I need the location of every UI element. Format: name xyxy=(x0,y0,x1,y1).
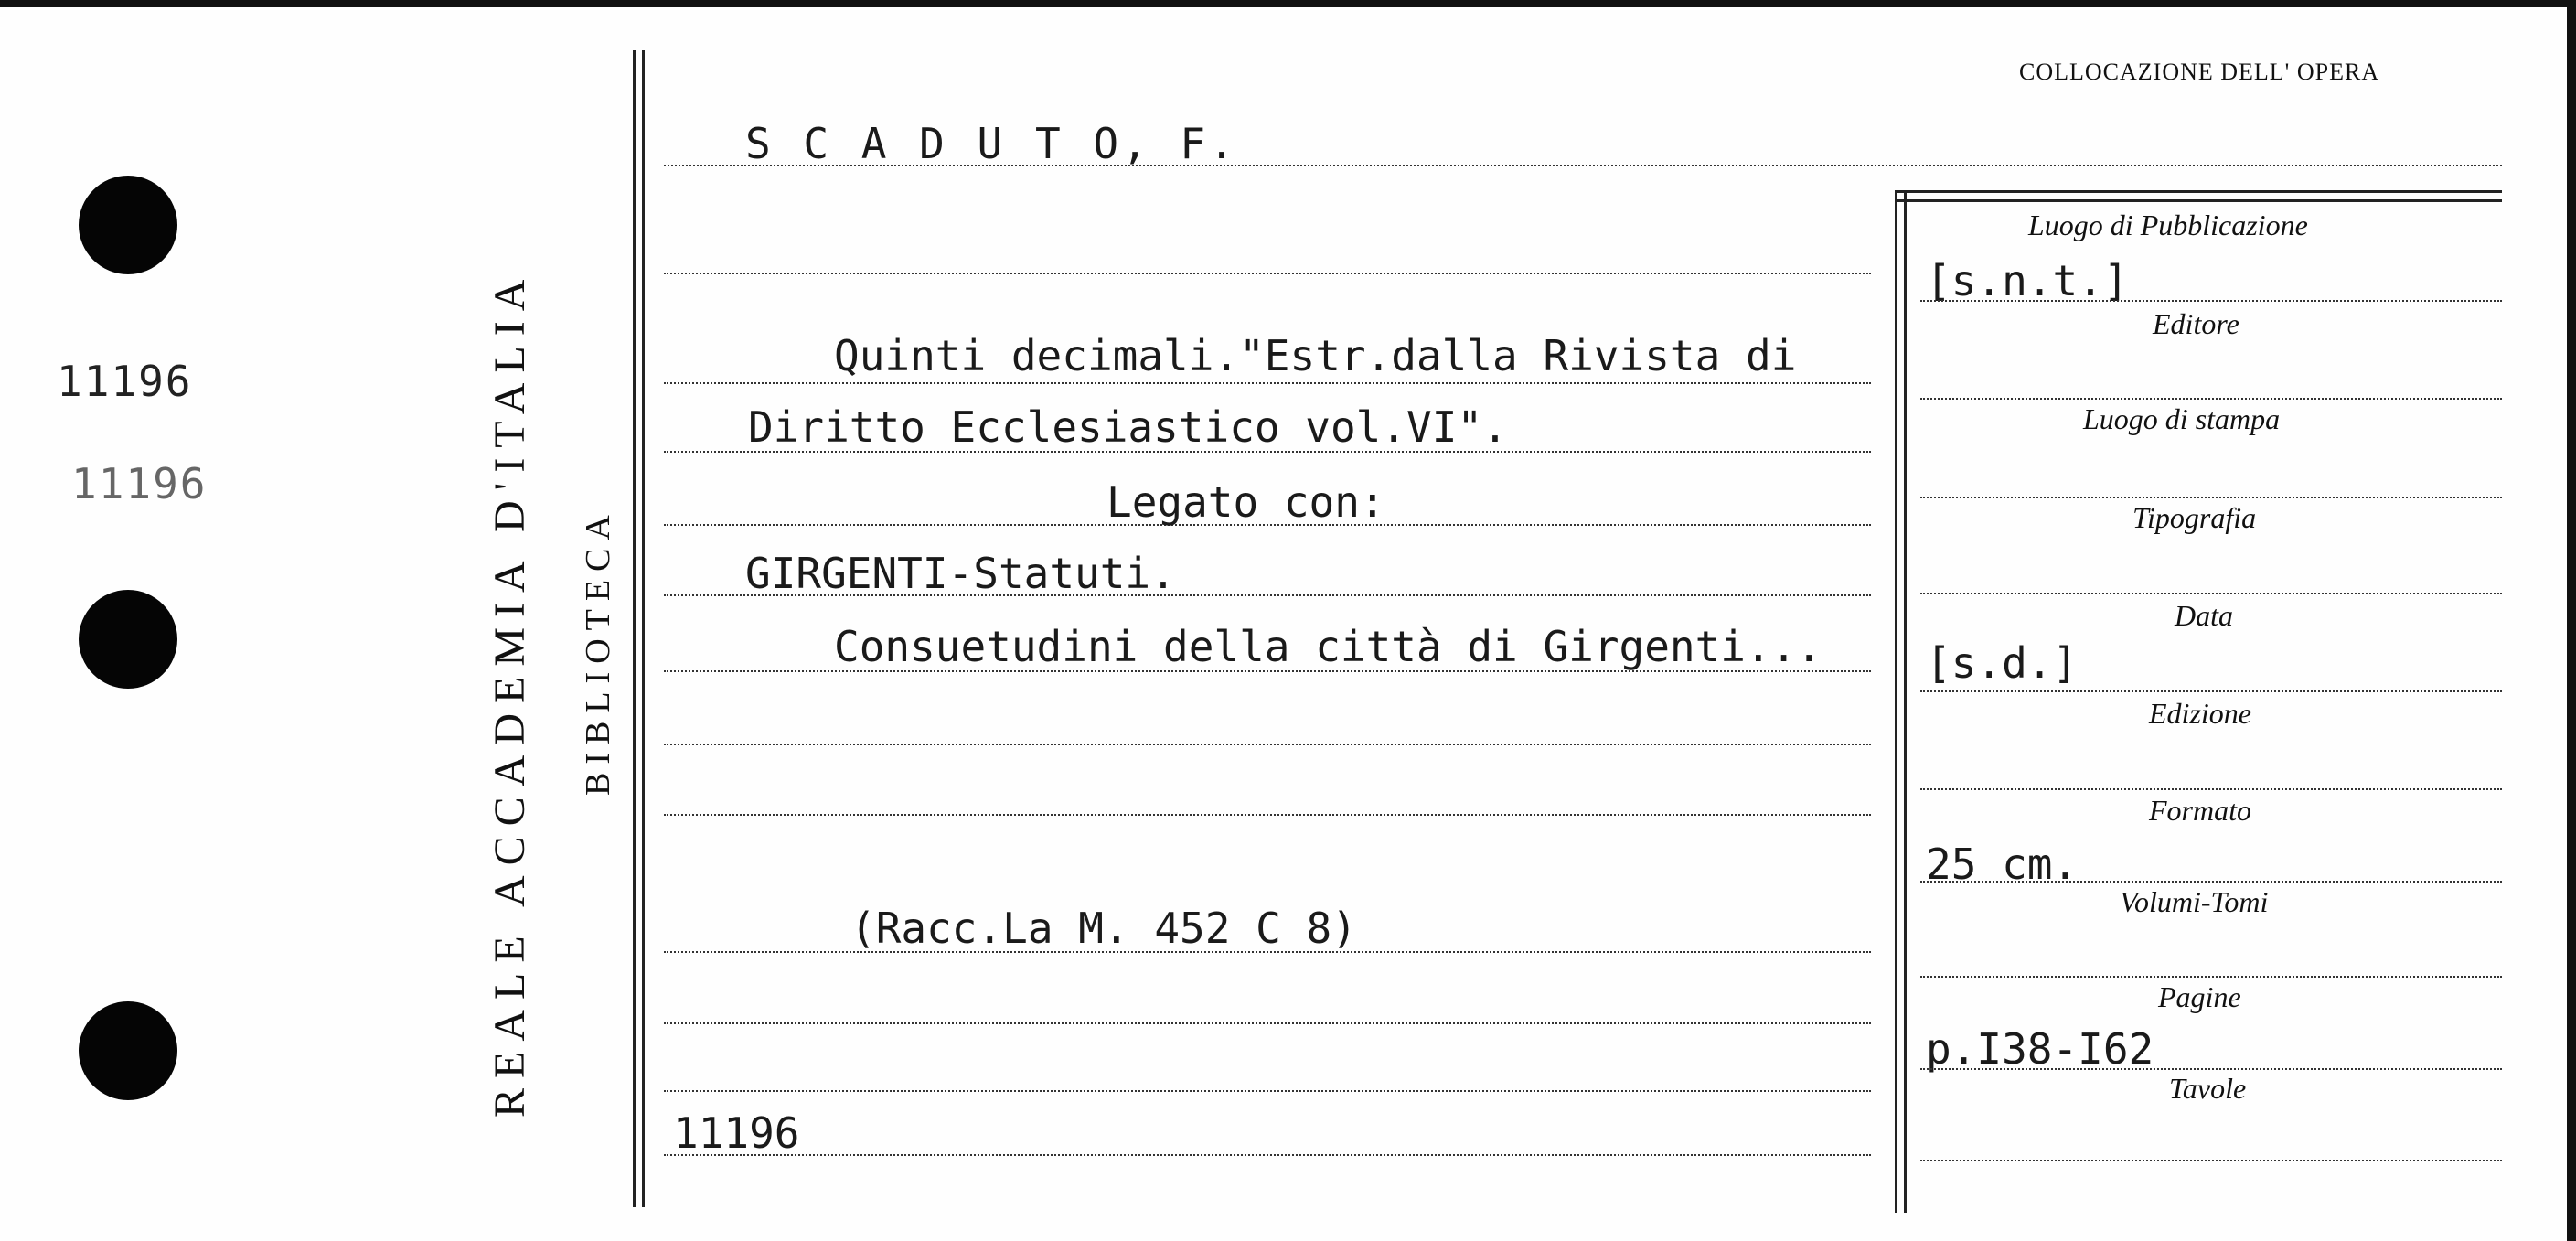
collocazione-label: COLLOCAZIONE DELL' OPERA xyxy=(2019,59,2380,85)
field-label-volumi-tomi: Volumi-Tomi xyxy=(2120,885,2269,918)
title-line-2: Diritto Ecclesiastico vol.VI". xyxy=(748,402,1508,452)
rule-line xyxy=(664,814,1871,816)
footer-inventory-number: 11196 xyxy=(673,1108,800,1158)
field-rule-line xyxy=(1920,1160,2502,1161)
field-label-data: Data xyxy=(2175,599,2233,632)
field-rule-line xyxy=(1920,300,2502,302)
field-label-editore: Editore xyxy=(2153,307,2239,340)
rule-line xyxy=(664,744,1871,745)
punch-hole-bottom xyxy=(79,1001,177,1100)
field-box-top-rule-inner xyxy=(1895,199,2502,202)
field-rule-line xyxy=(1920,497,2502,498)
library-name: BIBLIOTECA xyxy=(579,507,617,796)
card-top-edge xyxy=(0,0,2576,7)
field-rule-line xyxy=(1920,976,2502,978)
field-box-rule-inner xyxy=(1904,190,1907,1213)
field-value-pagine: p.I38-I62 xyxy=(1926,1024,2154,1074)
card-right-edge xyxy=(2567,0,2576,1241)
field-label-formato: Formato xyxy=(2149,794,2251,827)
rule-line xyxy=(664,382,1871,384)
rule-line xyxy=(664,1154,1871,1156)
field-box-top-rule xyxy=(1895,190,2502,193)
rule-line xyxy=(664,1022,1871,1024)
bound-author: GIRGENTI-Statuti. xyxy=(745,549,1176,598)
inventory-number-faded: 11196 xyxy=(71,459,208,508)
left-rule-inner xyxy=(642,50,645,1207)
field-label-luogo-pubblicazione: Luogo di Pubblicazione xyxy=(2028,209,2308,241)
field-rule-line xyxy=(1920,1068,2502,1070)
author-heading: S C A D U T O, F. xyxy=(745,119,1238,168)
field-rule-line xyxy=(1920,881,2502,883)
inventory-number: 11196 xyxy=(57,357,193,406)
bound-with-label: Legato con: xyxy=(1106,477,1385,527)
field-rule-line xyxy=(1920,398,2502,400)
punch-hole-middle xyxy=(79,590,177,689)
field-label-pagine: Pagine xyxy=(2158,980,2241,1013)
shelfmark: (Racc.La M. 452 C 8) xyxy=(850,904,1357,953)
left-rule-outer xyxy=(633,50,636,1207)
field-label-luogo-stampa: Luogo di stampa xyxy=(2083,402,2281,435)
rule-line xyxy=(664,273,1871,274)
bound-title: Consuetudini della città di Girgenti... xyxy=(834,622,1822,671)
field-value-formato: 25 cm. xyxy=(1926,840,2079,889)
institution-name: REALE ACCADEMIA D'ITALIA xyxy=(486,269,534,1118)
title-line-1: Quinti decimali."Estr.dalla Rivista di xyxy=(834,331,1797,380)
field-value-luogo-pubblicazione: [s.n.t.] xyxy=(1926,256,2129,305)
field-box-rule-outer xyxy=(1895,190,1897,1213)
punch-hole-top xyxy=(79,176,177,274)
field-rule-line xyxy=(1920,593,2502,594)
field-value-data: [s.d.] xyxy=(1926,638,2079,688)
field-label-tavole: Tavole xyxy=(2169,1072,2247,1105)
rule-line xyxy=(664,1090,1871,1092)
field-rule-line xyxy=(1920,788,2502,790)
field-label-edizione: Edizione xyxy=(2149,697,2251,730)
field-label-tipografia: Tipografia xyxy=(2132,501,2257,534)
field-rule-line xyxy=(1920,690,2502,692)
